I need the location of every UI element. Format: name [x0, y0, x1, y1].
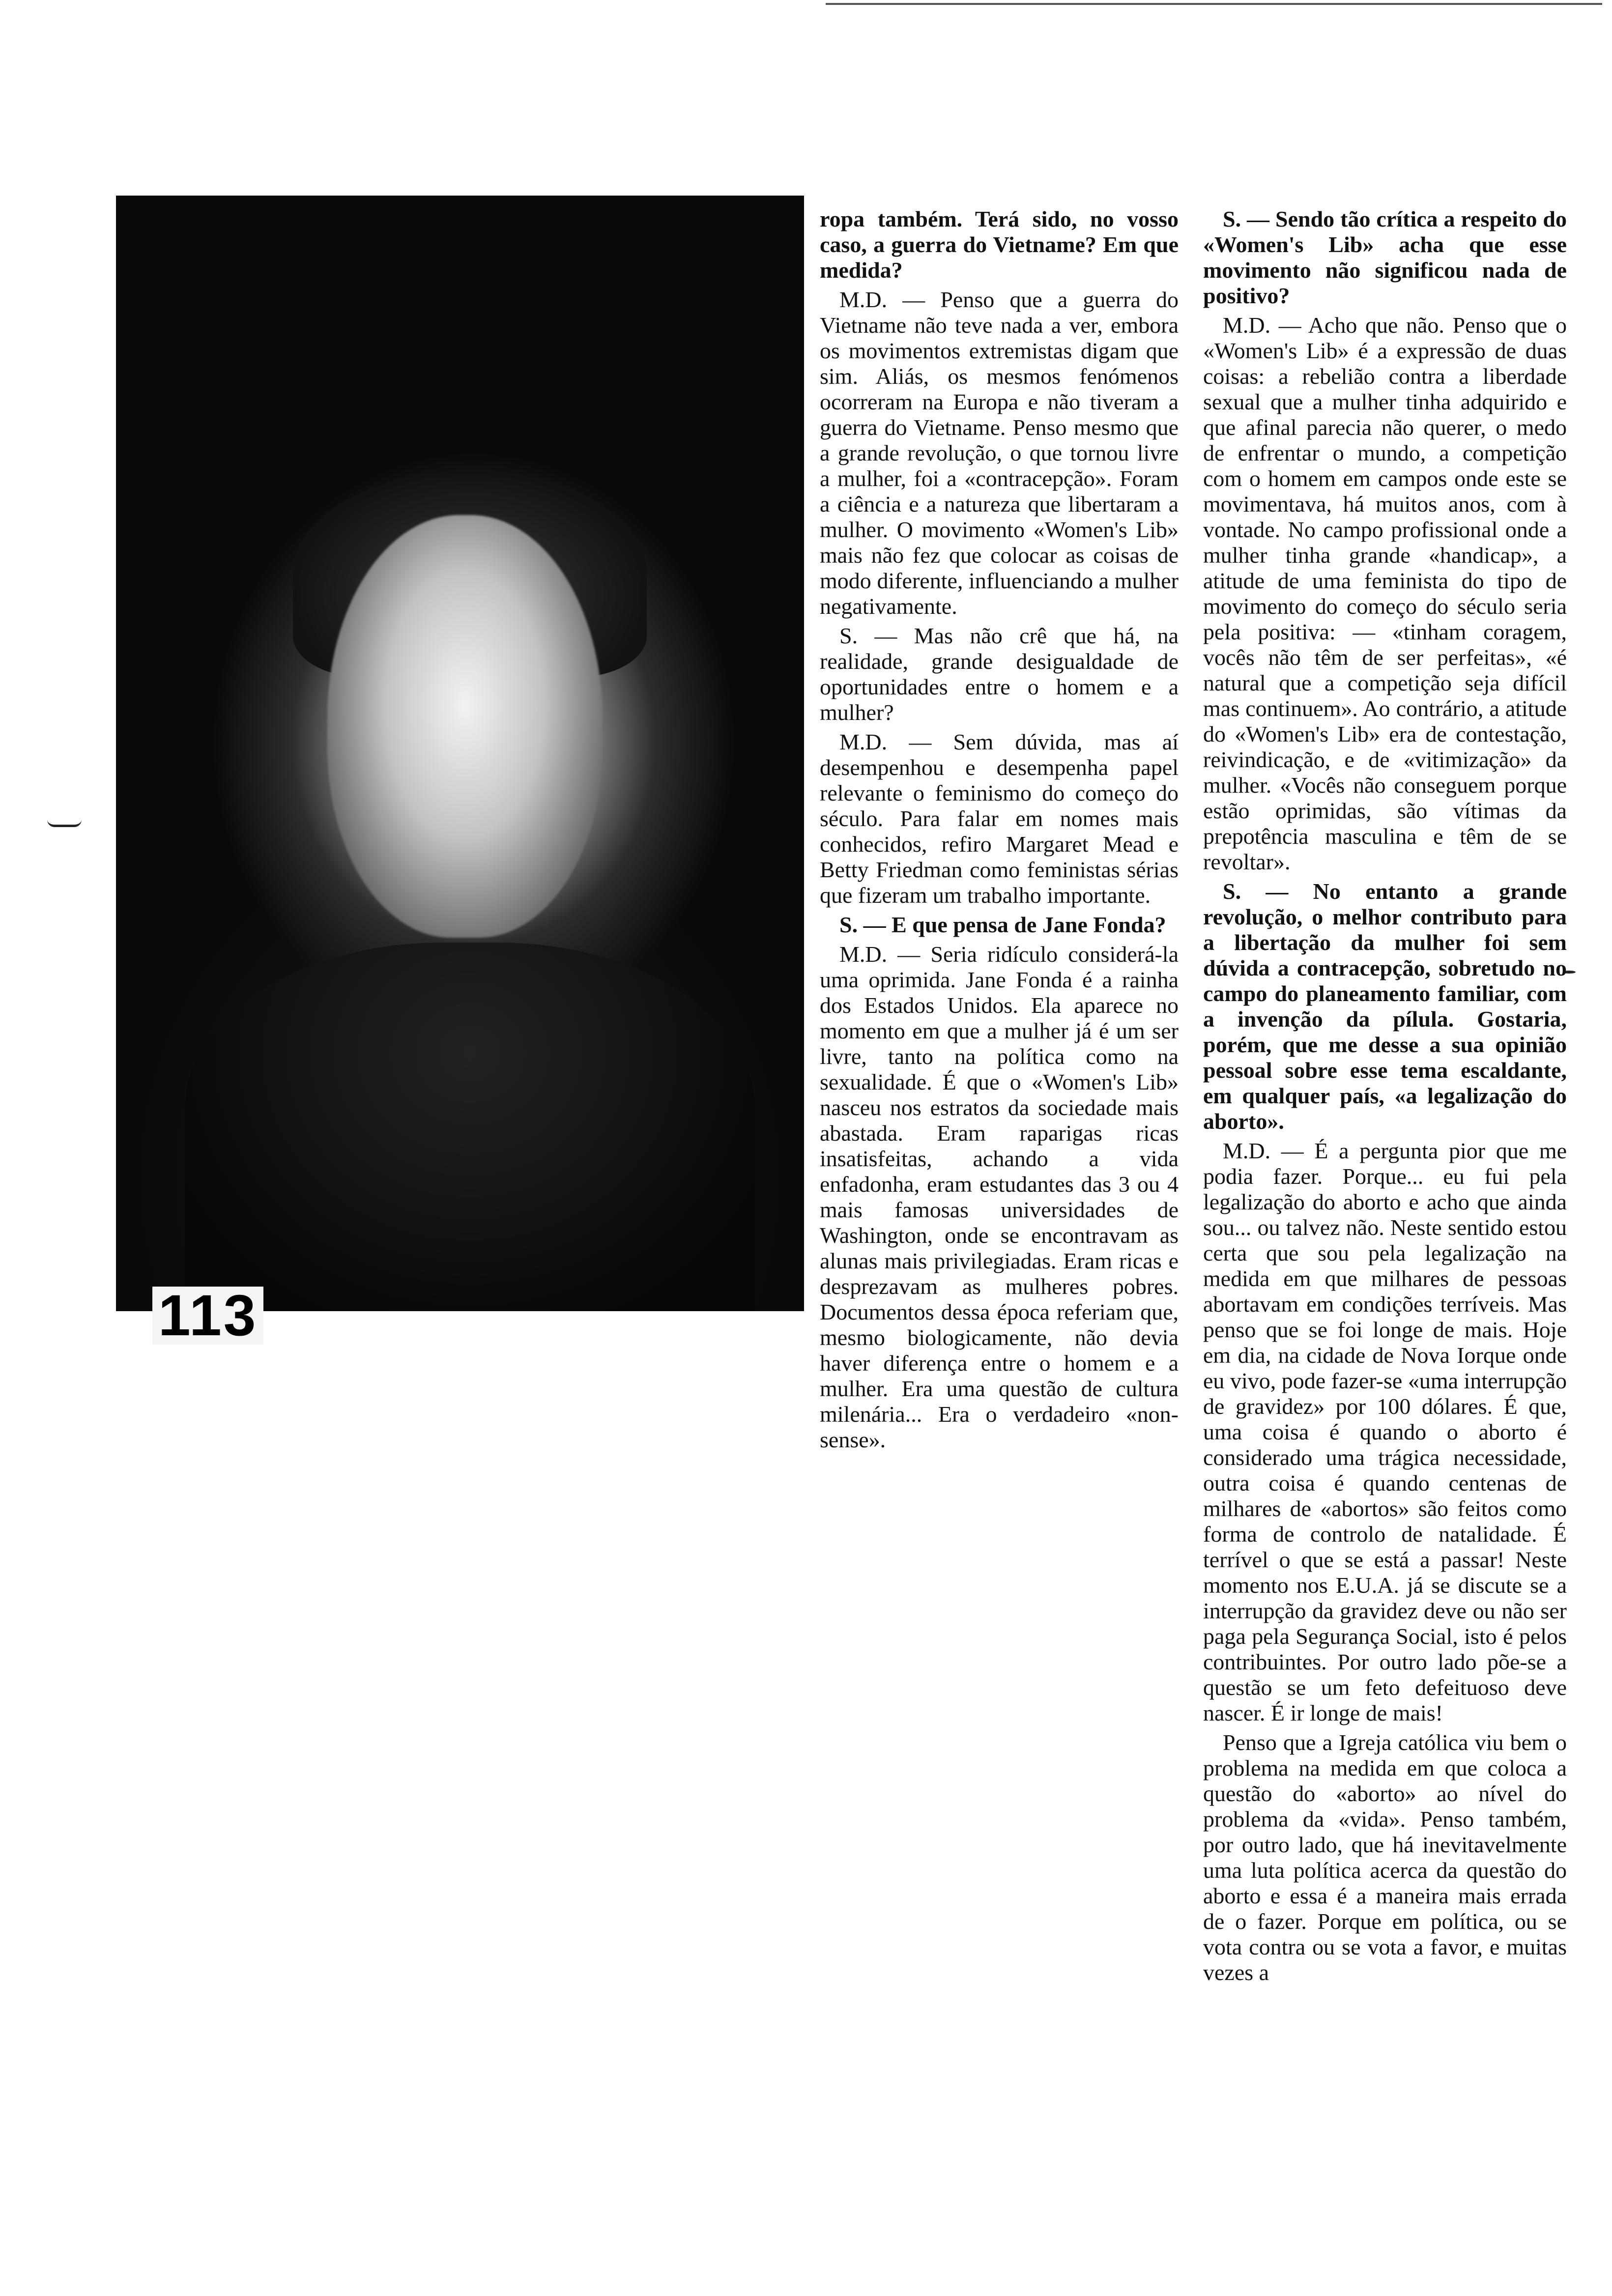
top-border-line: [826, 3, 1602, 5]
paragraph: M.D. — Acho que não. Penso que o «Women's Lib» é a expressão de duas coisas: a rebelião contra a liberdade sexual que a mulher tinha adquirido e que afinal parecia não querer, o medo de enfrentar o mundo, a competição com o homem em campos onde este se movimentava, há muitos anos, com à vontade. No campo profissional onde a mulher tinha grande «handicap», a atitude de uma feminista do tipo de movimento do começo do século seria pela positiva: — «tinham coragem, vocês não têm de ser perfeitas», «é natural que a competição seja difícil mas continuem». Ao contrário, a atitude do «Women's Lib» era de contestação, reivindicação, e de «vitimização» da mulher. «Vocês não conseguem porque estão oprimidas, são vítimas da prepotência masculina e têm de se revoltar».: [1203, 313, 1567, 874]
margin-mark: [47, 820, 82, 827]
paragraph: M.D. — Sem dúvida, mas aí desempenhou e desempenha papel relevante o feminismo do começo do século. Para falar em nomes mais conhecidos, refiro Margaret Mead e Betty Friedman como feministas sérias que fizeram um trabalho importante.: [820, 729, 1179, 908]
article-column-middle: [820, 206, 1179, 1457]
paragraph: S. — Mas não crê que há, na realidade, grande desigualdade de oportunidades entre o homem e a mulher?: [820, 623, 1179, 725]
paragraph: M.D. — Penso que a guerra do Vietname não teve nada a ver, embora os movimentos extremistas digam que sim. Aliás, os mesmos fenómenos ocorreram na Europa e não tiveram a guerra do Vietname. Penso mesmo que a grande revolução, o que tornou livre a mulher, foi a «contracepção». Foram a ciência e a natureza que libertaram a mulher. O movimento «Women's Lib» mais não fez que colocar as coisas de modo diferente, influenciando a mulher negativamente.: [820, 287, 1179, 619]
portrait-shoulders: [185, 943, 755, 1311]
article-column-right: [1203, 206, 1567, 1989]
paragraph: ropa também. Terá sido, no vosso caso, a guerra do Vietname? Em que medida?: [820, 206, 1179, 283]
photo-caption-handwritten: 113: [152, 1287, 263, 1345]
portrait-face: [327, 515, 603, 938]
question-paragraph: S. — No entanto a grande revolução, o melhor contributo para a libertação da mulher foi sem dúvida a contracepção, sobretudo no campo do planeamento familiar, com a invenção da pílula. Gostaria, porém, que me desse a sua opinião pessoal sobre esse tema escaldante, em qualquer país, «a legalização do aborto».: [1203, 879, 1567, 1134]
paragraph: Penso que a Igreja católica viu bem o problema na medida em que coloca a questão do «aborto» ao nível do problema da «vida». Penso também, por outro lado, que há inevitavelmente uma luta política acerca da questão do aborto e essa é a maneira mais errada de o fazer. Porque em política, ou se vota contra ou se vota a favor, e muitas vezes a: [1203, 1730, 1567, 1985]
paragraph: M.D. — Seria ridículo considerá-la uma oprimida. Jane Fonda é a rainha dos Estados Unidos. Ela aparece no momento em que a mulher já é um ser livre, tanto na política como na sexualidade. É que o «Women's Lib» nasceu nos estratos da sociedade mais abastada. Eram raparigas ricas insatisfeitas, achando a vida enfadonha, eram estudantes das 3 ou 4 mais famosas universidades de Washington, onde se encontravam as alunas mais privilegiadas. Eram ricas e desprezavam as mulheres pobres. Documentos dessa época referiam que, mesmo biologicamente, não devia haver diferença entre o homem e a mulher. Era uma questão de cultura milenária... Era o verdadeiro «non-sense».: [820, 942, 1179, 1452]
portrait-photo: [116, 196, 804, 1311]
question-paragraph: S. — E que pensa de Jane Fonda?: [839, 912, 1166, 937]
question-paragraph: S. — Sendo tão crítica a respeito do «Women's Lib» acha que esse movimento não significou nada de positivo?: [1203, 206, 1567, 308]
paragraph: M.D. — É a pergunta pior que me podia fazer. Porque... eu fui pela legalização do aborto e acho que ainda sou... ou talvez não. Neste sentido estou certa que sou pela legalização na medida em que milhares de pessoas abortavam em condições terríveis. Mas penso que se foi longe de mais. Hoje em dia, na cidade de Nova Iorque onde eu vivo, pode fazer-se «uma interrupção de gravidez» por 100 dólares. É que, uma coisa é quando o aborto é considerado uma trágica necessidade, outra coisa é quando centenas de milhares de «abortos» são feitos como forma de controlo de natalidade. É terrível o que se está a passar! Neste momento nos E.U.A. já se discute se a interrupção da gravidez deve ou não ser paga pela Segurança Social, isto é pelos contribuintes. Por outro lado põe-se a questão se um feto defeituoso deve nascer. É ir longe de mais!: [1203, 1138, 1567, 1725]
